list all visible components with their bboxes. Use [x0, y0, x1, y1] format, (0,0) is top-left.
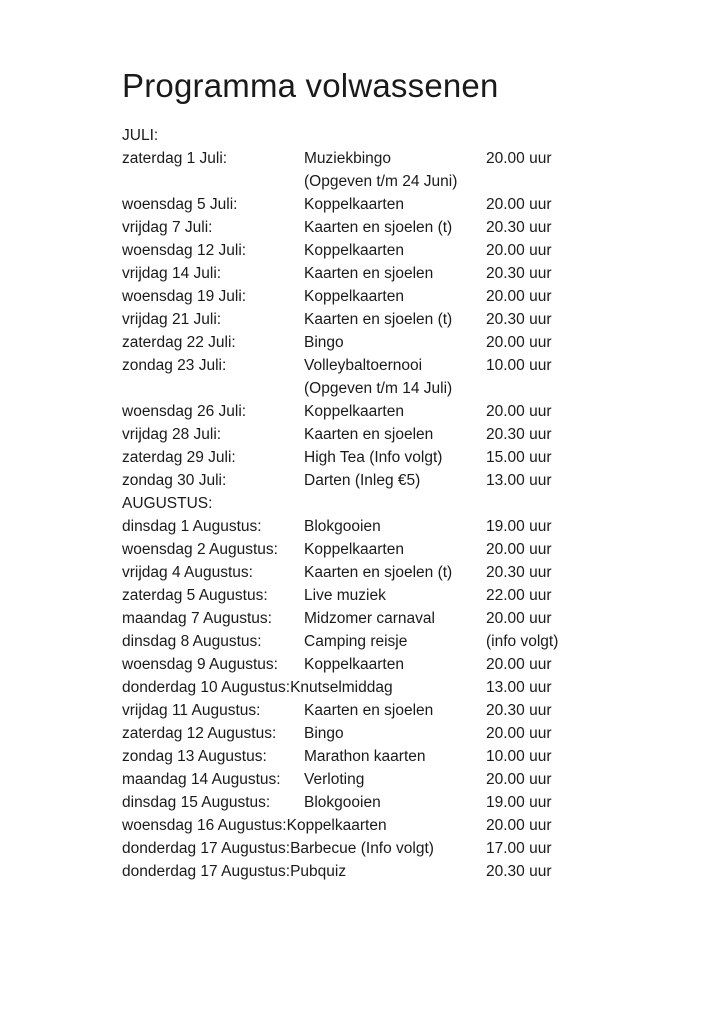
activity-cell: Muziekbingo — [304, 150, 392, 167]
schedule-note-row — [122, 377, 682, 400]
day-cell: vrijdag 21 Juli: — [122, 311, 222, 328]
time-cell: 20.00 uur — [486, 242, 552, 259]
day-cell: zaterdag 29 Juli: — [122, 449, 236, 466]
day-cell: woensdag 2 Augustus: — [122, 541, 278, 558]
day-cell: zaterdag 5 Augustus: — [122, 587, 268, 604]
activity-cell: Kaarten en sjoelen (t) — [304, 219, 453, 236]
time-cell: 13.00 uur — [486, 472, 552, 489]
month-label: JULI: — [122, 127, 159, 144]
activity-cell: Koppelkaarten — [304, 196, 404, 213]
day-cell: vrijdag 28 Juli: — [122, 426, 222, 443]
activity-cell: Blokgooien — [304, 518, 381, 535]
activity-cell: Pubquiz — [290, 863, 347, 880]
activity-cell: Kaarten en sjoelen (t) — [304, 564, 453, 581]
time-cell: 20.00 uur — [486, 541, 552, 558]
day-cell: maandag 7 Augustus: — [122, 610, 272, 627]
day-cell: donderdag 17 Augustus: — [122, 863, 291, 880]
day-cell: woensdag 9 Augustus: — [122, 656, 278, 673]
time-cell: 10.00 uur — [486, 748, 552, 765]
schedule-row — [122, 791, 682, 814]
schedule-row — [122, 423, 682, 446]
day-cell: vrijdag 7 Juli: — [122, 219, 213, 236]
schedule-row — [122, 768, 682, 791]
day-cell: dinsdag 15 Augustus: — [122, 794, 271, 811]
time-cell: 20.00 uur — [486, 610, 552, 627]
time-cell: 20.00 uur — [486, 403, 552, 420]
time-cell: 20.30 uur — [486, 426, 552, 443]
month-label: AUGUSTUS: — [122, 495, 213, 512]
schedule-row — [122, 262, 682, 285]
time-cell: 15.00 uur — [486, 449, 552, 466]
time-cell: 17.00 uur — [486, 840, 552, 857]
schedule-row — [122, 745, 682, 768]
activity-cell: Midzomer carnaval — [304, 610, 435, 627]
schedule-row — [122, 607, 682, 630]
schedule-row — [122, 216, 682, 239]
time-cell: 10.00 uur — [486, 357, 552, 374]
day-cell: zondag 30 Juli: — [122, 472, 227, 489]
time-cell: 20.00 uur — [486, 288, 552, 305]
schedule-row — [122, 814, 682, 837]
schedule-row — [122, 446, 682, 469]
day-cell: donderdag 17 Augustus: — [122, 840, 291, 857]
time-cell: 20.00 uur — [486, 817, 552, 834]
day-cell: dinsdag 1 Augustus: — [122, 518, 262, 535]
time-cell: 20.00 uur — [486, 150, 552, 167]
schedule-list — [122, 124, 682, 883]
time-cell: 20.30 uur — [486, 311, 552, 328]
time-cell: 20.30 uur — [486, 265, 552, 282]
activity-cell: Darten (Inleg €5) — [304, 472, 421, 489]
schedule-row — [122, 538, 682, 561]
day-cell: vrijdag 4 Augustus: — [122, 564, 253, 581]
activity-cell: Koppelkaarten — [304, 541, 404, 558]
activity-cell: Koppelkaarten — [304, 656, 404, 673]
time-cell: 20.00 uur — [486, 656, 552, 673]
time-cell: 20.00 uur — [486, 771, 552, 788]
activity-cell: Kaarten en sjoelen — [304, 265, 434, 282]
activity-cell: Bingo — [304, 725, 344, 742]
day-cell: donderdag 10 Augustus: — [122, 679, 291, 696]
day-cell: maandag 14 Augustus: — [122, 771, 281, 788]
month-heading — [122, 124, 682, 147]
activity-cell: Volleybaltoernooi — [304, 357, 423, 374]
day-cell: dinsdag 8 Augustus: — [122, 633, 262, 650]
activity-cell: Knutselmiddag — [290, 679, 393, 696]
day-cell: zondag 13 Augustus: — [122, 748, 267, 765]
activity-cell: Live muziek — [304, 587, 386, 604]
time-cell: 20.00 uur — [486, 334, 552, 351]
schedule-row — [122, 193, 682, 216]
activity-cell: Bingo — [304, 334, 344, 351]
day-cell: woensdag 19 Juli: — [122, 288, 247, 305]
day-cell: zaterdag 22 Juli: — [122, 334, 236, 351]
activity-cell: Kaarten en sjoelen (t) — [304, 311, 453, 328]
schedule-row — [122, 400, 682, 423]
schedule-row — [122, 239, 682, 262]
day-cell: woensdag 16 Augustus: — [122, 817, 287, 834]
day-cell: zaterdag 1 Juli: — [122, 150, 228, 167]
schedule-row — [122, 285, 682, 308]
activity-cell: Blokgooien — [304, 794, 381, 811]
time-cell: 20.00 uur — [486, 725, 552, 742]
activity-cell: Koppelkaarten — [304, 403, 404, 420]
month-heading — [122, 492, 682, 515]
schedule-row — [122, 722, 682, 745]
schedule-row — [122, 653, 682, 676]
activity-cell: Camping reisje — [304, 633, 408, 650]
day-cell: zaterdag 12 Augustus: — [122, 725, 277, 742]
day-cell: woensdag 12 Juli: — [122, 242, 247, 259]
time-cell: 20.30 uur — [486, 863, 552, 880]
schedule-row — [122, 331, 682, 354]
schedule-row — [122, 354, 682, 377]
activity-cell: Barbecue (Info volgt) — [290, 840, 434, 857]
day-cell: woensdag 5 Juli: — [122, 196, 238, 213]
time-cell: 22.00 uur — [486, 587, 552, 604]
activity-cell: Koppelkaarten — [286, 817, 387, 834]
activity-cell: Koppelkaarten — [304, 242, 404, 259]
schedule-row — [122, 561, 682, 584]
day-cell: vrijdag 11 Augustus: — [122, 702, 261, 719]
schedule-row — [122, 147, 682, 170]
schedule-row — [122, 699, 682, 722]
activity-cell: Kaarten en sjoelen — [304, 702, 434, 719]
activity-cell: Kaarten en sjoelen — [304, 426, 434, 443]
activity-cell: Verloting — [304, 771, 365, 788]
day-cell: woensdag 26 Juli: — [122, 403, 247, 420]
schedule-row — [122, 860, 682, 883]
time-cell: 20.30 uur — [486, 219, 552, 236]
activity-cell: Marathon kaarten — [304, 748, 426, 765]
schedule-row — [122, 308, 682, 331]
schedule-row — [122, 469, 682, 492]
day-cell: vrijdag 14 Juli: — [122, 265, 222, 282]
schedule-row — [122, 584, 682, 607]
note-cell: (Opgeven t/m 14 Juli) — [304, 380, 453, 397]
schedule-note-row — [122, 170, 682, 193]
schedule-row — [122, 676, 682, 699]
note-cell: (Opgeven t/m 24 Juni) — [304, 173, 458, 190]
time-cell: 20.00 uur — [486, 196, 552, 213]
time-cell: 19.00 uur — [486, 518, 552, 535]
time-cell: 20.30 uur — [486, 564, 552, 581]
page-title: Programma volwassenen — [122, 67, 499, 104]
schedule-row — [122, 630, 682, 653]
time-cell: (info volgt) — [486, 633, 559, 650]
schedule-row — [122, 515, 682, 538]
activity-cell: Koppelkaarten — [304, 288, 404, 305]
activity-cell: High Tea (Info volgt) — [304, 449, 443, 466]
schedule-row — [122, 837, 682, 860]
time-cell: 20.30 uur — [486, 702, 552, 719]
time-cell: 19.00 uur — [486, 794, 552, 811]
day-cell: zondag 23 Juli: — [122, 357, 227, 374]
time-cell: 13.00 uur — [486, 679, 552, 696]
